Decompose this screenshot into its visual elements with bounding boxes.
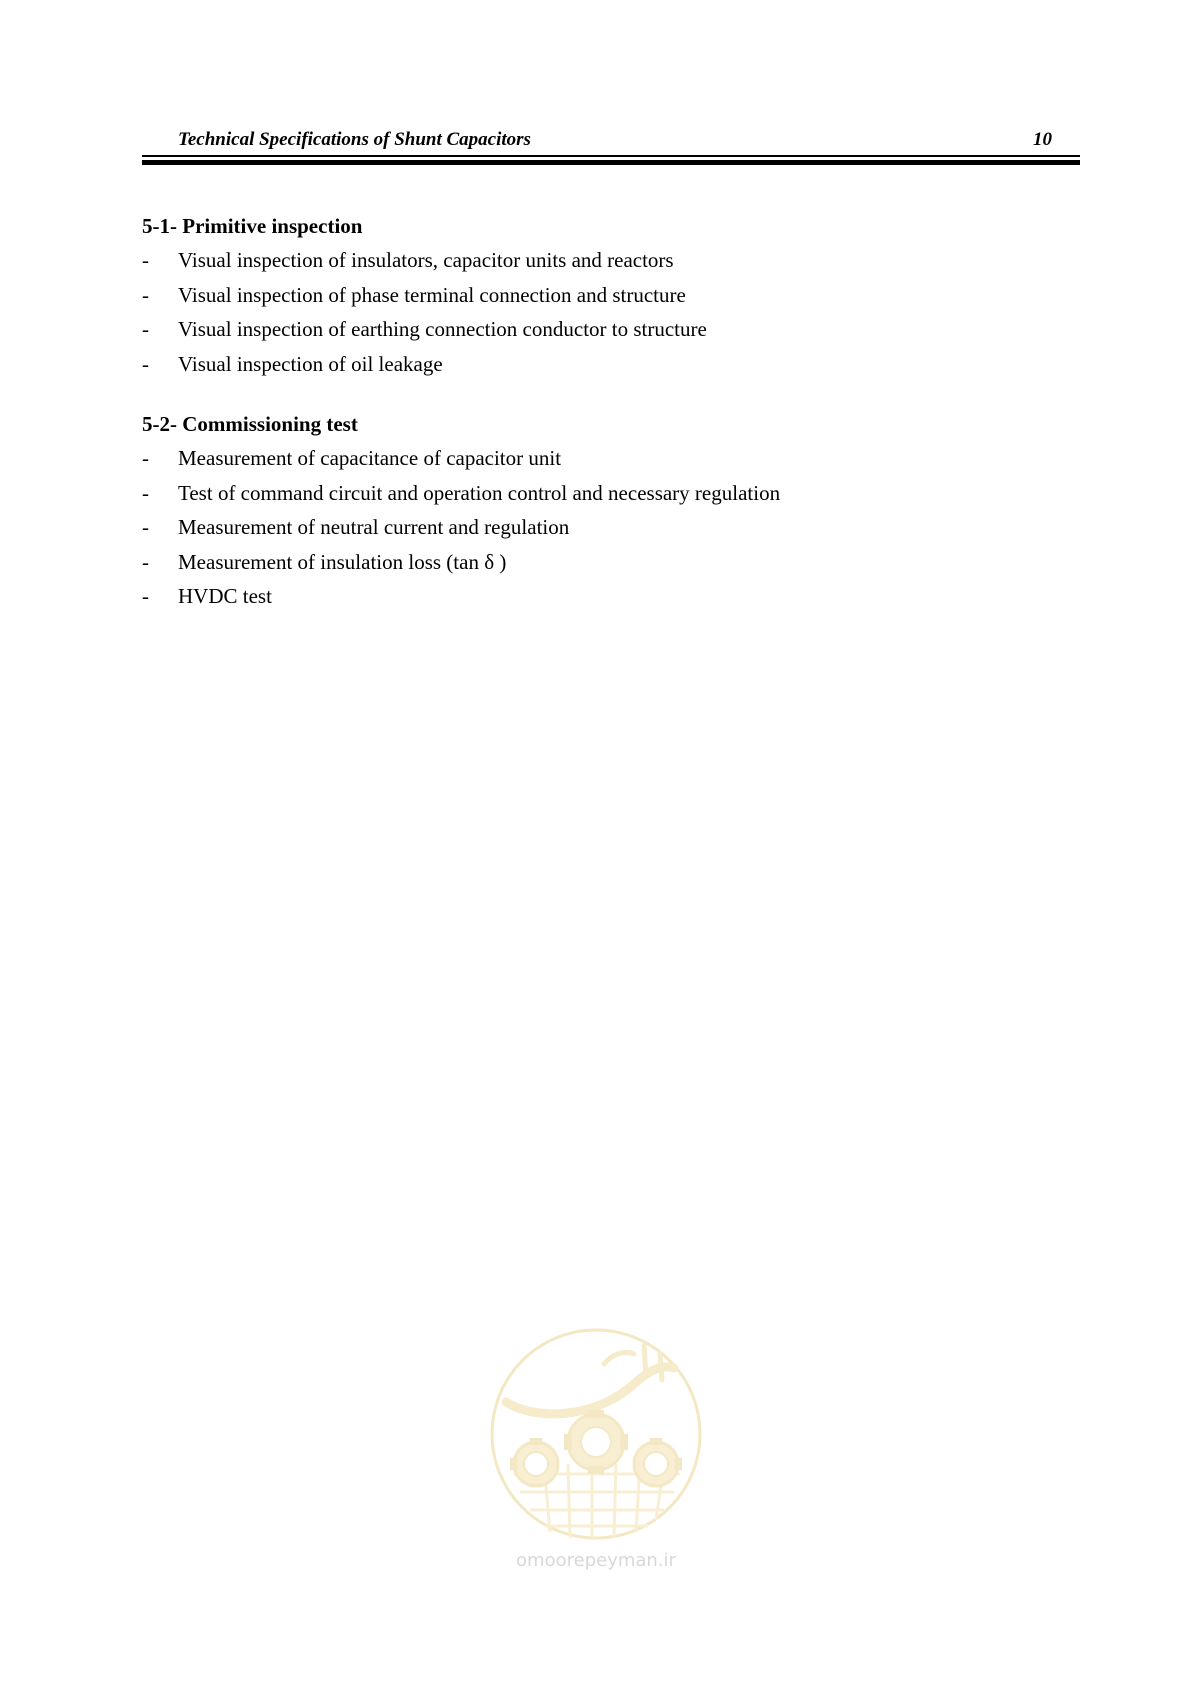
list-item-text: Measurement of neutral current and regulation: [178, 515, 570, 539]
section-commissioning-test: [142, 407, 1042, 614]
list-item: [142, 476, 1042, 511]
header-rule-thick: [142, 160, 1080, 165]
list-item-text: Visual inspection of phase terminal connection and structure: [178, 282, 686, 307]
list-item: [142, 347, 1042, 382]
page-number: 10: [1033, 129, 1052, 150]
header-rule-thin: [142, 155, 1080, 157]
header-row: [142, 126, 1080, 154]
list-item-text: Measurement of insulation loss (tan δ ): [178, 549, 507, 574]
bullet-dash: -: [142, 549, 149, 574]
watermark-logo-icon: [484, 1324, 708, 1548]
watermark-text: omoorepeyman.ir: [516, 1550, 676, 1571]
section-primitive-inspection: [142, 209, 1042, 381]
section-heading: 5-1- Primitive inspection: [142, 214, 363, 238]
list-item: [142, 510, 1042, 545]
watermark: [484, 1324, 708, 1574]
list-item: [142, 441, 1042, 476]
bullet-dash: -: [142, 282, 149, 307]
list-item: [142, 545, 1042, 580]
running-title: Technical Specifications of Shunt Capacitors: [178, 129, 531, 150]
list-item-text: Measurement of capacitance of capacitor unit: [178, 446, 562, 470]
list-item-text: Visual inspection of oil leakage: [178, 351, 443, 376]
list-item-text: Test of command circuit and operation control and necessary regulation: [178, 480, 781, 505]
bullet-dash: -: [142, 515, 149, 539]
list-item: [142, 579, 1042, 614]
list-item-text: HVDC test: [178, 584, 272, 608]
bullet-dash: -: [142, 248, 149, 272]
section-heading: 5-2- Commissioning test: [142, 412, 358, 436]
list-item-text: Visual inspection of insulators, capacitor units and reactors: [178, 248, 674, 272]
page-header: [142, 126, 1080, 154]
bullet-dash: -: [142, 317, 149, 341]
list-item-text: Visual inspection of earthing connection conductor to structure: [178, 317, 707, 341]
bullet-dash: -: [142, 351, 149, 376]
list-item: [142, 312, 1042, 347]
bullet-dash: -: [142, 480, 149, 505]
bullet-dash: -: [142, 584, 149, 608]
list-item: [142, 278, 1042, 313]
list-item: [142, 243, 1042, 278]
bullet-dash: -: [142, 446, 149, 470]
